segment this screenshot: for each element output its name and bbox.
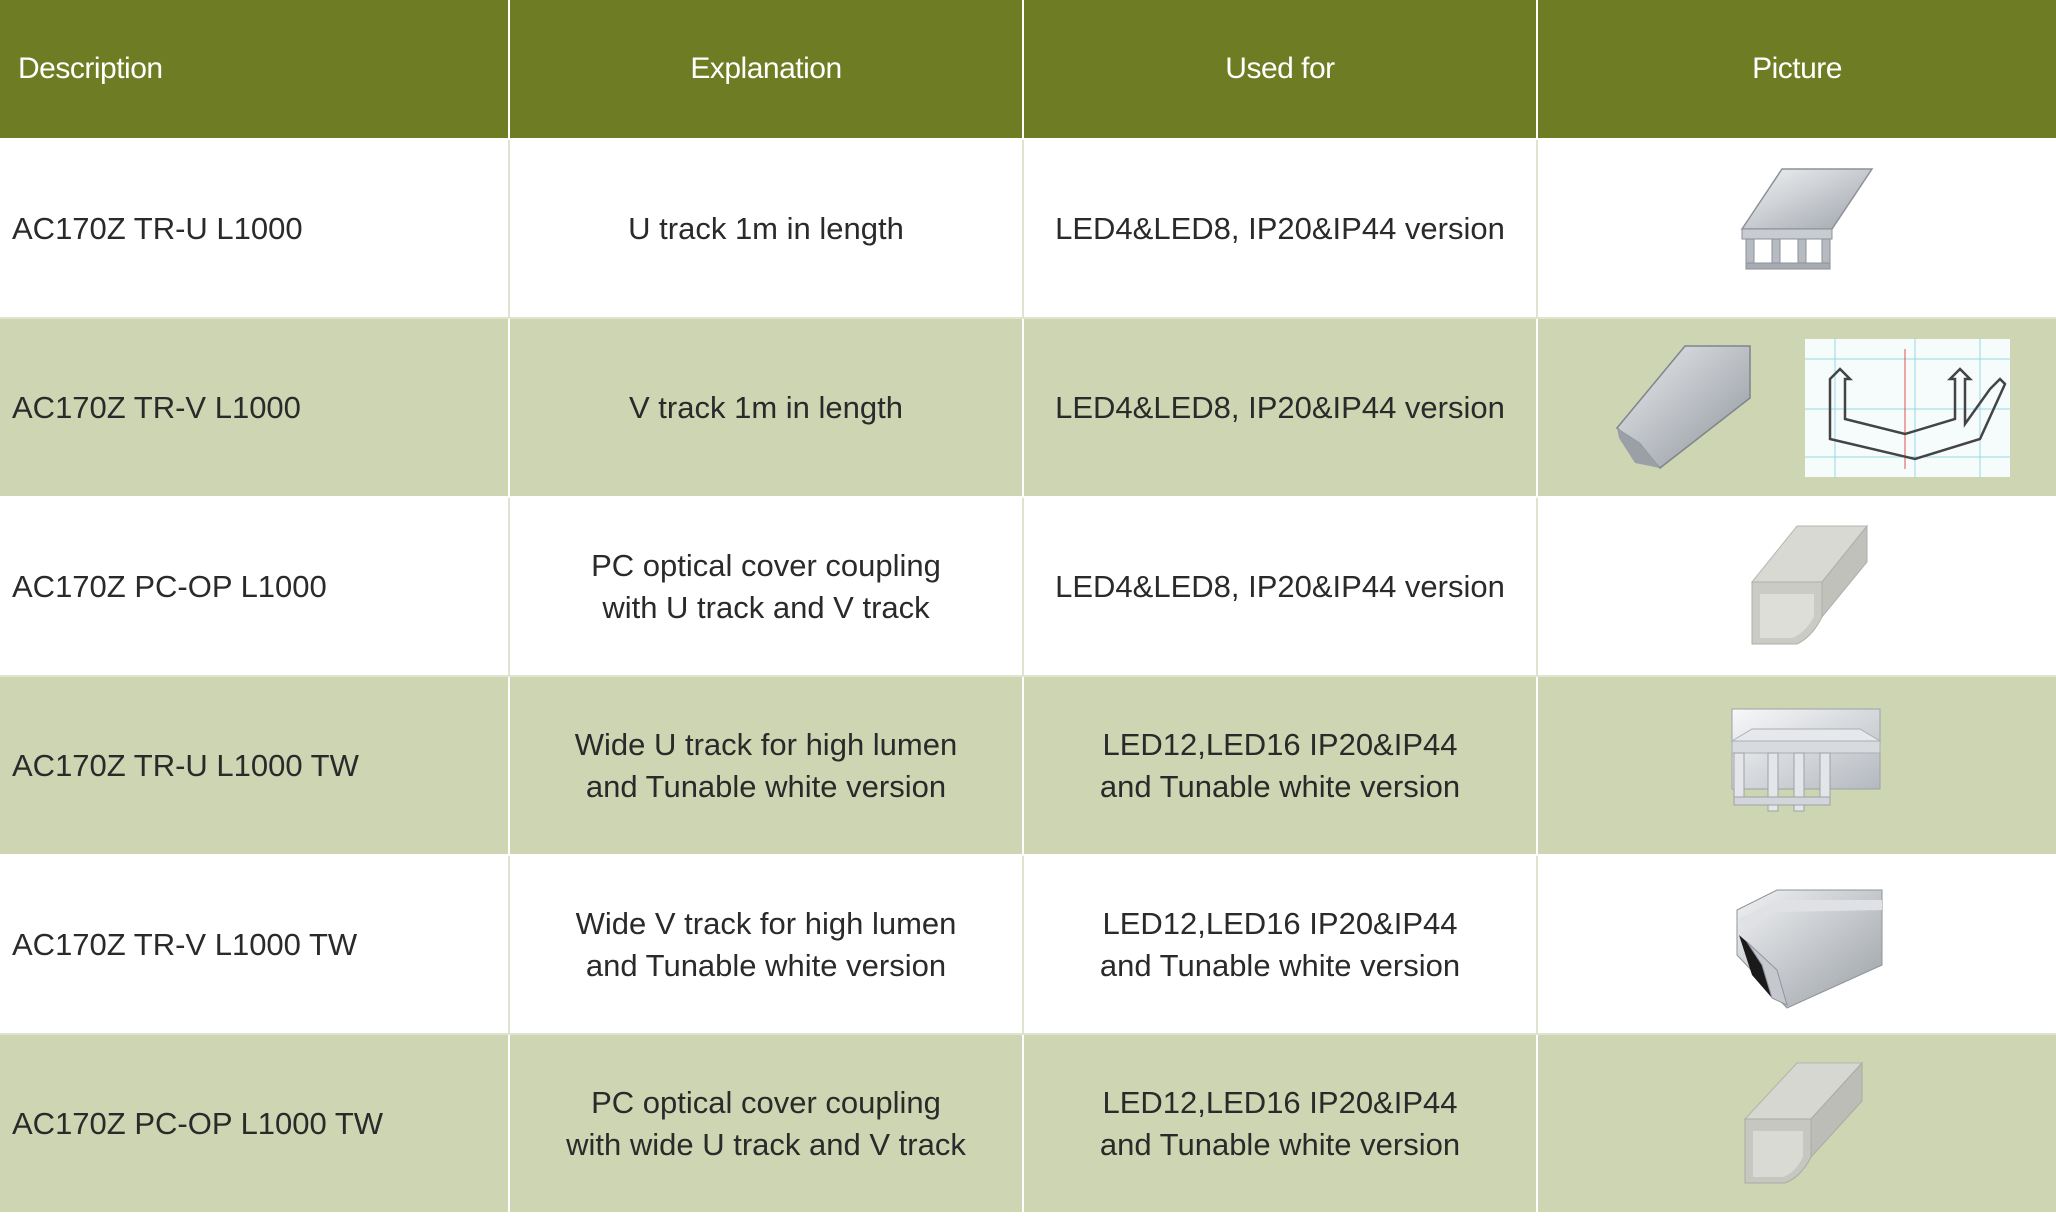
u-track-profile-icon xyxy=(1722,159,1882,299)
row-4-description: AC170Z TR-U L1000 TW xyxy=(0,677,510,856)
header-picture: Picture xyxy=(1538,0,2056,140)
row-1-explanation: U track 1m in length xyxy=(510,140,1024,319)
row-5-picture xyxy=(1538,856,2056,1035)
row-2-description: AC170Z TR-V L1000 xyxy=(0,319,510,498)
header-description: Description xyxy=(0,0,510,140)
row-3-picture xyxy=(1538,498,2056,677)
row-4-used-for: LED12,LED16 IP20&IP44 and Tunable white version xyxy=(1024,677,1538,856)
wide-v-track-profile-icon xyxy=(1717,880,1887,1010)
wide-pc-cover-profile-icon xyxy=(1737,1059,1867,1189)
row-2-explanation: V track 1m in length xyxy=(510,319,1024,498)
row-6-picture xyxy=(1538,1035,2056,1214)
row-6-explanation: PC optical cover coupling with wide U track and V track xyxy=(510,1035,1024,1214)
row-1-description: AC170Z TR-U L1000 xyxy=(0,140,510,319)
row-3-used-for: LED4&LED8, IP20&IP44 version xyxy=(1024,498,1538,677)
row-6-used-for: LED12,LED16 IP20&IP44 and Tunable white version xyxy=(1024,1035,1538,1214)
row-3-explanation: PC optical cover coupling with U track and V track xyxy=(510,498,1024,677)
row-1-used-for: LED4&LED8, IP20&IP44 version xyxy=(1024,140,1538,319)
row-3-description: AC170Z PC-OP L1000 xyxy=(0,498,510,677)
wide-u-track-profile-icon xyxy=(1722,701,1882,831)
v-track-profile-icon xyxy=(1605,338,1755,478)
row-2-picture xyxy=(1538,319,2056,498)
row-2-used-for: LED4&LED8, IP20&IP44 version xyxy=(1024,319,1538,498)
row-6-description: AC170Z PC-OP L1000 TW xyxy=(0,1035,510,1214)
row-5-used-for: LED12,LED16 IP20&IP44 and Tunable white version xyxy=(1024,856,1538,1035)
row-4-picture xyxy=(1538,677,2056,856)
header-explanation: Explanation xyxy=(510,0,1024,140)
header-used-for: Used for xyxy=(1024,0,1538,140)
row-5-explanation: Wide V track for high lumen and Tunable white version xyxy=(510,856,1024,1035)
pc-cover-profile-icon xyxy=(1742,522,1872,652)
row-4-explanation: Wide U track for high lumen and Tunable white version xyxy=(510,677,1024,856)
row-5-description: AC170Z TR-V L1000 TW xyxy=(0,856,510,1035)
v-track-cross-section-icon xyxy=(1805,339,2010,477)
row-1-picture xyxy=(1538,140,2056,319)
